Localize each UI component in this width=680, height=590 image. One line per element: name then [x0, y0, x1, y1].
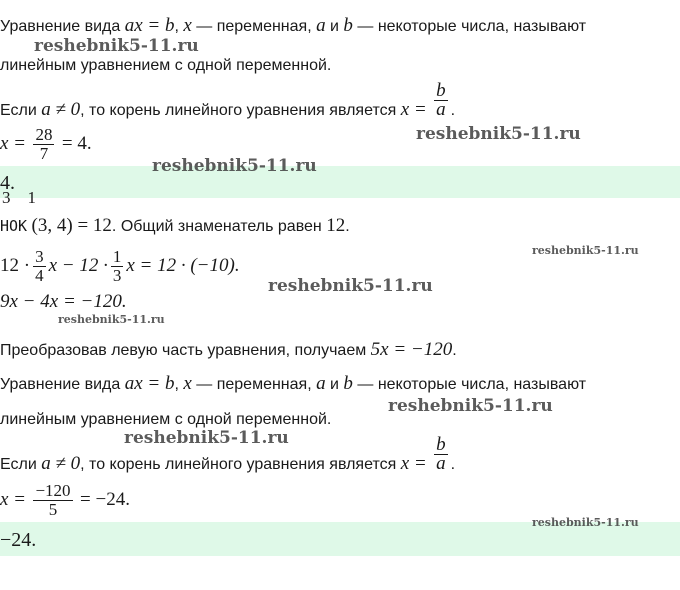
text: — некоторые числа, называют: [352, 376, 587, 393]
text: , то корень линейного уравнения является: [80, 101, 401, 119]
math-expression: x =: [0, 489, 27, 510]
fraction-numerator: 3: [35, 247, 44, 267]
text: , то корень линейного уравнения является: [80, 455, 401, 473]
math-condition: a ≠ 0: [41, 98, 81, 120]
math-expression: 9x − 4x = −120.: [0, 291, 127, 312]
fraction-numerator: 1: [112, 247, 122, 267]
watermark: reshebnik5-11.ru: [152, 156, 317, 176]
fraction-numerator: b: [436, 434, 446, 455]
math-variable: x: [183, 15, 192, 36]
watermark: reshebnik5-11.ru: [532, 516, 639, 529]
cut-off-fraction: [0, 188, 80, 207]
answer-band: [0, 166, 680, 198]
watermark: reshebnik5-11.ru: [34, 36, 199, 56]
calc-fraction: [33, 482, 72, 519]
calculation-line: [0, 124, 92, 165]
text: Преобразовав левую часть уравнения, получаем: [0, 342, 371, 359]
text: и: [325, 18, 344, 35]
math-expression: 12 ·: [0, 255, 31, 276]
math-expression: 5x = −120: [370, 339, 453, 360]
definition-line-2: линейным уравнением с одной переменной.: [0, 411, 332, 428]
watermark: reshebnik5-11.ru: [532, 244, 639, 257]
math-expression: ax = b: [124, 373, 175, 394]
math-variable: a: [316, 373, 326, 394]
fraction-denominator: a: [436, 453, 446, 474]
text: — переменная,: [191, 18, 317, 35]
definition-line-2: линейным уравнением с одной переменной.: [0, 57, 332, 74]
nok-line: [0, 216, 350, 237]
watermark: reshebnik5-11.ru: [388, 396, 553, 416]
math-variable: b: [343, 15, 353, 36]
text: ,: [174, 376, 184, 393]
text: . Общий знаменатель равен: [111, 218, 327, 235]
watermark: reshebnik5-11.ru: [268, 276, 433, 296]
text: Уравнение вида: [0, 376, 125, 393]
math-variable: x: [183, 373, 192, 394]
calculation-line: [0, 478, 130, 523]
math-condition: a ≠ 0: [41, 452, 81, 474]
equation-line-2: [0, 292, 127, 313]
math-expression: x − 12 ·: [48, 255, 108, 276]
math-expression: x = 12 · (−10).: [126, 255, 240, 276]
answer-value: −24.: [0, 529, 37, 551]
text: — некоторые числа, называют: [352, 18, 587, 35]
fraction-one-third: [111, 248, 124, 285]
text: — переменная,: [191, 376, 317, 393]
calc-fraction: [33, 126, 54, 163]
transform-line: [0, 340, 457, 361]
fraction-denominator: 3: [112, 266, 122, 286]
text: Уравнение вида: [0, 18, 125, 35]
fraction-denominator: a: [436, 99, 446, 120]
text: Если: [0, 101, 42, 119]
math-expression: x =: [400, 452, 427, 474]
math-variable: b: [343, 373, 353, 394]
math-expression: (3, 4) = 12: [31, 215, 112, 236]
watermark: reshebnik5-11.ru: [58, 313, 165, 326]
text: ,: [174, 18, 184, 35]
fraction-numerator: 28: [35, 125, 53, 145]
math-expression: x =: [0, 133, 27, 154]
math-number: 12: [326, 215, 346, 236]
fraction-denominator: 7: [39, 144, 49, 164]
fraction-three-quarters: [33, 248, 46, 285]
nok-label: НОК: [0, 217, 28, 235]
root-rule-line: [0, 82, 455, 118]
watermark: reshebnik5-11.ru: [124, 428, 289, 448]
text: Если: [0, 455, 42, 473]
math-expression: ax = b: [124, 15, 175, 36]
fraction-denominator: 4: [35, 266, 44, 286]
math-expression: = −24.: [80, 489, 130, 510]
text: .: [452, 342, 457, 359]
fraction-denominator: 5: [48, 500, 58, 520]
definition-line-1: [0, 16, 586, 37]
definition-line-1: [0, 374, 586, 395]
fraction-numerator: −120: [35, 481, 71, 501]
text: .: [450, 455, 456, 473]
text: .: [345, 218, 350, 235]
equation-line-1: [0, 244, 240, 289]
math-expression: = 4.: [61, 133, 92, 154]
text: .: [450, 101, 456, 119]
cut-off-text: 3 1: [2, 188, 36, 207]
math-expression: x =: [400, 98, 427, 120]
root-fraction: [434, 436, 448, 473]
text: и: [325, 376, 344, 393]
answer-value: 4.: [0, 172, 15, 194]
root-fraction: [434, 82, 448, 119]
fraction-numerator: b: [436, 80, 446, 101]
watermark: reshebnik5-11.ru: [416, 124, 581, 144]
math-variable: a: [316, 15, 326, 36]
